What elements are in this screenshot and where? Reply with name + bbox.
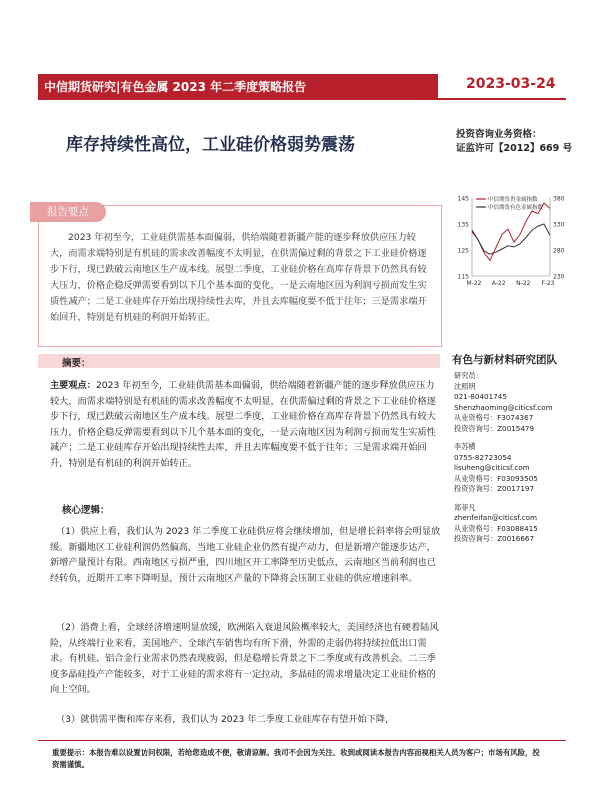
member-consult: 投资咨询号：Z0017197	[454, 484, 535, 493]
logic-title: 核心逻辑：	[62, 505, 110, 516]
member-name: 沈照明	[454, 381, 476, 391]
x-tick-label: M-22	[466, 280, 482, 287]
member-line: 研究员：	[454, 371, 483, 380]
logic-p1	[50, 524, 442, 586]
member-3	[454, 503, 574, 545]
summary-tag: 报告要点	[30, 202, 106, 222]
x-tick-label: F-23	[541, 280, 555, 287]
y-left-tick-label: 135	[457, 221, 469, 229]
main-points-text: 2023 年初至今，工业硅供需基本面偏弱，供给端随着新疆产能的逐步释放供应压力较大，而需求端特别是有机硅的需求改善幅度不太明显，在供需偏过剩的背景之下工业硅价格逐步下行，现已跌破云南地区生产成本线。展望二季度，工业硅价格在高库存背景下仍然具有较大压力，价格企稳反弹需要看到以下几个基本面的变化，一是云南地区因为利润亏损而发生实质性减产；二是工业硅库存开始出现持续性去库，并且去库幅度要不低于往年；三是需求端开始回升，特别是有机硅的利润开始转正。	[50, 380, 436, 469]
member-phone: 0755-82723054	[454, 452, 512, 462]
header-rule	[38, 98, 566, 100]
member-phone: 021-80401745	[454, 392, 507, 401]
summary-paragraph: 2023 年初至今，工业硅供需基本面偏弱，供给端随着新疆产能的逐步释放供应压力较大，而需求端特别是有机硅的需求改善幅度不太明显，在供需偏过剩的背景之下工业硅价格逐步下行，现已跌破云南地区生产成本线。展望二季度，工业硅价格在高库存背景下仍然具有较大压力，价格企稳反弹需要看到以下几个基本面的变化，一是云南地区因为利润亏损而发生实质性减产；二是工业硅库存开始出现持续性去库，并且去库幅度要不低于往年；三是需求端开始回升，特别是有机硅的利润开始转正。	[50, 232, 427, 323]
disclaimer-rule	[38, 740, 566, 741]
y-left-tick-label: 145	[457, 195, 469, 203]
y-right-tick-label: 230	[553, 273, 565, 281]
member-email: zhenfeifan@citicsf.com	[454, 513, 538, 522]
logic-p2-text: （2）消费上看，全球经济增速明显放缓，欧洲陷入衰退风险概率较大，美国经济也有硬着陆风险，从终端行业来看，美国地产、全球汽车销售均有所下滑，外需的走弱仍将持续拉低出口需求。有机硅、铝合金行业需求仍然表现疲弱，但是稳增长背景之下二季度或有改善机会。二三季度多晶硅投产产能较多，对于工业硅的需求将有一定拉动，多晶硅的需求增量决定工业硅价格的向上空间。	[50, 622, 439, 695]
y-left-tick-label: 125	[457, 247, 469, 255]
y-right-tick-label: 330	[553, 221, 565, 229]
main-points-label: 主要观点：	[50, 380, 96, 391]
series-line-1	[472, 203, 550, 260]
logic-p3	[50, 712, 442, 728]
member-license: 从业资格号：F03088415	[454, 523, 538, 533]
member-consult: 投资咨询号：Z0015479	[454, 423, 535, 433]
team-list	[454, 371, 574, 545]
x-tick-label: A-22	[491, 280, 506, 287]
abstract-title: 摘要：	[62, 358, 91, 369]
member-email: lisuheng@citicsf.com	[454, 463, 530, 472]
member-license: 从业资格号：F03093505	[454, 473, 538, 483]
member-name: 郑菲凡	[454, 502, 476, 512]
x-tick-label: N-22	[516, 280, 531, 287]
series-line-2	[472, 224, 550, 254]
license-number: 证监许可【2012】669 号	[456, 143, 573, 154]
member-consult: 投资咨询号：Z0016667	[454, 534, 535, 543]
report-header-title: 中信期货研究|有色金属 2023 年二季度策略报告	[44, 80, 307, 94]
report-date: 2023-03-24	[466, 76, 556, 92]
logic-p2	[50, 620, 442, 698]
abstract-bar	[38, 354, 440, 368]
disclaimer: 重要提示：本报告难以设置访问权限，若给您造成不便，敬请谅解。我司不会因为关注、收到或阅读本报告内容而视相关人员为客户；市场有风险，投资需谨慎。	[52, 748, 540, 769]
main-points	[50, 378, 442, 471]
price-index-chart	[450, 190, 574, 290]
member-2	[454, 442, 574, 495]
y-right-tick-label: 280	[553, 247, 565, 255]
legend-label-1: 中信期货贵金属指数	[488, 197, 538, 203]
member-1	[454, 371, 574, 434]
logic-p1-text: （1）供应上看，我们认为 2023 年二季度工业硅供应将会继续增加，但是增长斜率将会明显放缓。新疆地区工业硅利润仍然偏高，当地工业硅企业仍然有提产动力，但是新增产能逐步达产，新增产量预计有限。西南地区亏损严重，四川地区开工率降至历史低点，云南地区当前利润也已经转负，近期开工率下降明显，预计云南地区产量的下降将会压制工业硅的供应增速斜率。	[50, 526, 441, 584]
summary-text	[50, 230, 430, 326]
page-title: 库存持续性高位，工业硅价格弱势震荡	[66, 135, 355, 155]
member-license: 从业资格号：F3074367	[454, 413, 534, 422]
member-name: 李苏横	[454, 442, 476, 451]
legend-label-2: 中信期货有色金属指数	[488, 205, 544, 211]
team-title: 有色与新材料研究团队	[452, 354, 557, 366]
license-label: 投资咨询业务资格：	[456, 129, 542, 140]
logic-p3-text: （3）就供需平衡和库存来看，我们认为 2023 年二季度工业硅库存有望开始下降，	[56, 714, 395, 725]
y-right-tick-label: 380	[553, 195, 565, 203]
y-left-tick-label: 115	[457, 273, 469, 281]
member-email: Shenzhaoming@citicsf.com	[454, 402, 553, 412]
